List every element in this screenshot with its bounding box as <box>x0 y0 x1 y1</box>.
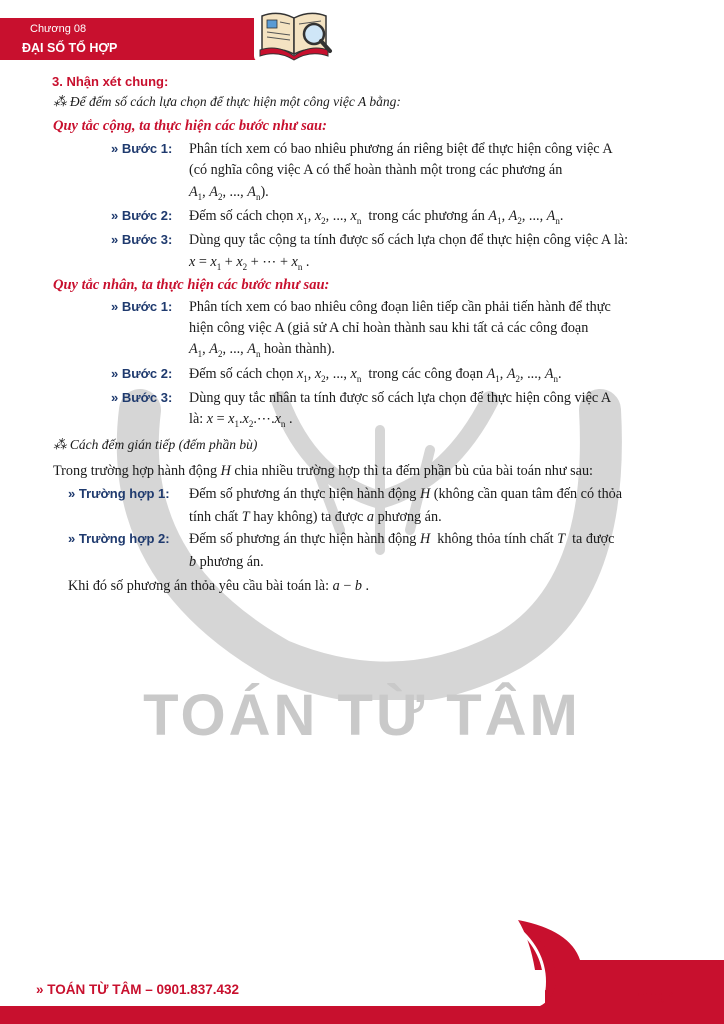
case-1-line-1: Đếm số phương án thực hiện hành động H (không cần quan tâm đến có thỏa <box>189 486 623 502</box>
addition-step-3-line-1: Dùng quy tắc cộng ta tính được số cách lựa chọn để thực hiện công việc A là: <box>189 232 629 248</box>
case-1-line-2-before: tính chất <box>189 509 239 525</box>
chapter-topic: ĐẠI SỐ TỔ HỢP <box>22 41 118 55</box>
indirect-intro-before: Trong trường hợp hành động <box>53 463 218 479</box>
section-intro: ⁂ Để đếm số cách lựa chọn để thực hiện một công việc A bằng: <box>53 94 401 109</box>
case-2-line-1-middle: không thỏa tính chất <box>437 531 554 547</box>
case-2-line-1: Đếm số phương án thực hiện hành động H không thỏa tính chất T ta được <box>189 531 615 547</box>
case-1-line-2: tính chất T hay không) ta được a phương án. <box>189 509 442 525</box>
case-2-line-2-after: phương án. <box>199 554 264 570</box>
addition-step-3-formula: $x = x_1 + x_2$ + ⋯ + $x_n$ . <box>189 254 310 272</box>
multiplication-step-2-text-before: Đếm số cách chọn <box>189 366 294 382</box>
case-1-label: » Trường hợp 1: <box>68 486 170 501</box>
case-1-line-2-after: phương án. <box>377 509 442 525</box>
indirect-intro-after: chia nhiều trường hợp thì ta đếm phần bù của bài toán như sau: <box>234 463 593 479</box>
addition-step-2-label: » Bước 2: <box>111 208 173 223</box>
multiplication-step-3-prefix: là: <box>189 411 204 427</box>
case-2-line-2: b phương án. <box>189 554 264 570</box>
multiplication-step-3-label: » Bước 3: <box>111 390 173 405</box>
addition-step-1-label: » Bước 1: <box>111 141 173 156</box>
addition-rule-title: Quy tắc cộng, ta thực hiện các bước như sau: <box>53 118 327 134</box>
multiplication-step-2-text: Đếm số cách chọn $x_1$, $x_2$, ..., $x_n$ trong các công đoạn $A_1$, $A_2$, ..., $A_n$. <box>189 366 562 384</box>
chapter-label: Chương 08 <box>30 23 87 35</box>
multiplication-rule-title: Quy tắc nhân, ta thực hiện các bước như sau: <box>53 277 330 293</box>
book-magnifier-icon <box>254 4 334 62</box>
page-number: Trang 4 <box>628 988 677 1003</box>
case-2-line-1-before: Đếm số phương án thực hiện hành động <box>189 531 417 547</box>
indirect-title: ⁂ Cách đếm gián tiếp (đếm phần bù) <box>53 437 258 452</box>
addition-step-1-line-1: Phân tích xem có bao nhiêu phương án riêng biệt để thực hiện công việc A <box>189 141 613 157</box>
footer-contact: » TOÁN TỪ TÂM – 0901.837.432 <box>36 982 240 997</box>
addition-step-2-text: Đếm số cách chọn $x_1$, $x_2$, ..., $x_n$ trong các phương án $A_1$, $A_2$, ..., $A_n$. <box>189 208 564 226</box>
multiplication-step-3-line-1: Dùng quy tắc nhân ta tính được số cách lựa chọn để thực hiện công việc A <box>189 390 612 406</box>
case-1-line-2-middle: hay không) ta được <box>253 509 364 525</box>
indirect-conclusion-text: Khi đó số phương án thỏa yêu cầu bài toán là: <box>68 578 330 594</box>
addition-step-2-text-middle: trong các phương án <box>368 208 485 224</box>
multiplication-step-1-label: » Bước 1: <box>111 299 173 314</box>
multiplication-step-2-label: » Bước 2: <box>111 366 173 381</box>
case-1-line-1-after: (không cần quan tâm đến có thỏa <box>433 486 623 502</box>
case-1-line-1-before: Đếm số phương án thực hiện hành động <box>189 486 417 502</box>
addition-step-3-label: » Bước 3: <box>111 232 173 247</box>
section-title: 3. Nhận xét chung: <box>52 74 169 89</box>
multiplication-step-1-line-1: Phân tích xem có bao nhiêu công đoạn liên tiếp cần phải tiến hành để thực <box>189 299 611 315</box>
addition-step-1-formula: $A_1$, $A_2$, ..., $A_n$). <box>189 184 269 202</box>
addition-step-2-text-before: Đếm số cách chọn <box>189 208 294 224</box>
multiplication-step-3-formula: là: $x = x_1.x_2.\cdots.x_n$ . <box>189 411 293 429</box>
case-2-label: » Trường hợp 2: <box>68 531 170 546</box>
case-2-line-1-after: ta được <box>572 531 615 547</box>
multiplication-step-1-tail: hoàn thành). <box>263 341 335 357</box>
indirect-conclusion: Khi đó số phương án thỏa yêu cầu bài toán là: a − b . <box>68 578 369 594</box>
addition-step-1-line-2: (có nghĩa công việc A có thể hoàn thành một trong các phương án <box>189 162 563 178</box>
multiplication-step-1-line-2: hiện công việc A (giả sử A chỉ hoàn thành sau khi tất cả các công đoạn <box>189 320 589 336</box>
multiplication-step-1-formula: $A_1$, $A_2$, ..., $A_n$ hoàn thành). <box>189 341 335 359</box>
watermark-text: TOÁN TỪ TÂM <box>143 683 581 748</box>
multiplication-step-2-text-middle: trong các công đoạn <box>368 366 484 382</box>
footer-background <box>0 900 724 1024</box>
indirect-intro: Trong trường hợp hành động H chia nhiều trường hợp thì ta đếm phần bù của bài toán như sau: <box>53 463 593 479</box>
